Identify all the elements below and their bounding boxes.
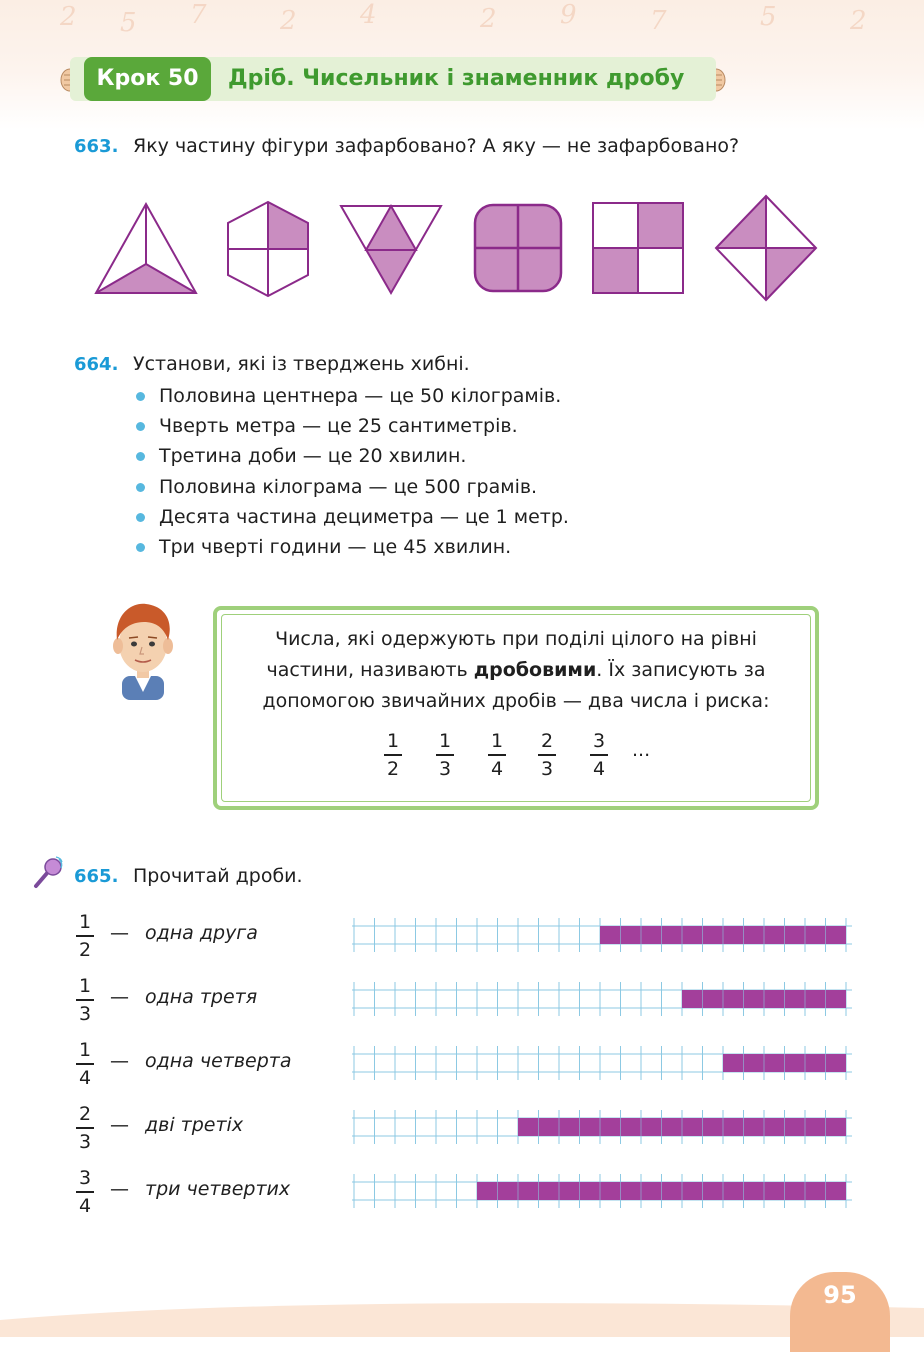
decorative-digit: 2 (480, 4, 497, 34)
fraction-numerator: 1 (438, 730, 452, 752)
fraction-denominator: 3 (78, 1130, 92, 1153)
rule-text (227, 624, 805, 717)
fraction-grid-bar (352, 1174, 862, 1208)
fraction-example (536, 731, 558, 779)
decorative-digit: 2 (60, 2, 77, 32)
rule-keyword: дробовими (473, 659, 597, 681)
exercise-prompt: Установи, які із тверджень хибні. (133, 353, 470, 375)
hexagon-figure (222, 198, 314, 300)
fraction-denominator: 4 (78, 1194, 92, 1217)
fraction-denominator: 2 (386, 757, 400, 780)
fraction-grid-bar (352, 982, 862, 1016)
fraction-example (382, 731, 404, 779)
statement-text: Чверть метра — це 25 сантиметрів. (159, 415, 518, 438)
fraction-reading: дві третіх (145, 1114, 244, 1136)
statement-item (134, 532, 569, 562)
fraction-reading: три четвертих (145, 1178, 291, 1200)
exercise-number: 663. (74, 136, 119, 157)
rule-line: допомогою звичайних дробів — два числа і риска: (262, 690, 770, 712)
statement-item (134, 472, 569, 502)
rounded-square-figure (470, 200, 566, 296)
fraction-example (588, 731, 610, 779)
fraction-grid-bar (352, 918, 862, 952)
bullet-icon (136, 422, 145, 431)
fraction-denominator: 2 (78, 938, 92, 961)
boy-avatar (104, 600, 182, 700)
statement-text: Три чверті години — це 45 хвилин. (159, 535, 512, 558)
decorative-digit: 2 (850, 6, 867, 36)
exercise-number: 664. (74, 354, 119, 375)
bullet-icon (136, 483, 145, 492)
fraction-grid-bar (352, 1046, 862, 1080)
fraction-example (486, 731, 508, 779)
fraction-bar (538, 754, 556, 756)
fraction-numerator: 3 (592, 730, 606, 752)
fraction-bar (76, 1063, 94, 1065)
exercise-prompt: Прочитай дроби. (133, 865, 303, 887)
rhombus-figure (710, 192, 822, 304)
decorative-digit: 5 (760, 2, 777, 32)
dash: — (110, 1178, 129, 1200)
square-grid-figure (588, 198, 688, 298)
bullet-icon (136, 452, 145, 461)
statement-text: Третина доби — це 20 хвилин. (159, 445, 467, 468)
dash: — (110, 986, 129, 1008)
statement-item (134, 411, 569, 441)
dash: — (110, 1114, 129, 1136)
fraction-bar (76, 935, 94, 937)
row-fraction (74, 912, 96, 960)
fraction-numerator: 1 (490, 730, 504, 752)
fraction-numerator: 1 (78, 911, 92, 933)
fraction-numerator: 1 (78, 975, 92, 997)
rule-line (227, 655, 805, 686)
row-fraction (74, 1104, 96, 1152)
fraction-reading: одна третя (145, 986, 258, 1008)
decorative-digit: 7 (190, 0, 207, 30)
rule-text-part: . Їх записують за (596, 659, 766, 681)
fraction-denominator: 3 (438, 757, 452, 780)
decorative-digit: 2 (280, 6, 297, 36)
bullet-icon (136, 513, 145, 522)
fraction-bar (76, 999, 94, 1001)
inverted-triangle-figure (336, 198, 446, 298)
fraction-bar (76, 1127, 94, 1129)
decorative-digit: 4 (360, 0, 377, 30)
statement-item (134, 502, 569, 532)
fraction-example (434, 731, 456, 779)
fraction-bar (436, 754, 454, 756)
statement-list (134, 381, 569, 562)
page-number: 95 (823, 1281, 857, 1309)
ellipsis: ... (632, 739, 651, 761)
fraction-reading: одна четверта (145, 1050, 292, 1072)
fraction-bar (590, 754, 608, 756)
fraction-numerator: 1 (78, 1039, 92, 1061)
statement-text: Половина центнера — це 50 кілограмів. (159, 385, 562, 407)
triangle-figure (92, 198, 200, 298)
fraction-denominator: 3 (540, 757, 554, 780)
step-badge: Крок 50 (84, 57, 211, 101)
fraction-denominator: 4 (592, 757, 606, 780)
row-fraction (74, 976, 96, 1024)
lesson-title: Дріб. Чисельник і знаменник дробу (228, 66, 685, 91)
dash: — (110, 1050, 129, 1072)
fraction-numerator: 3 (78, 1167, 92, 1189)
row-fraction (74, 1168, 96, 1216)
decorative-digit: 9 (560, 0, 577, 30)
dash: — (110, 922, 129, 944)
fraction-denominator: 4 (78, 1066, 92, 1089)
rule-box (213, 606, 819, 810)
bullet-icon (136, 543, 145, 552)
exercise-number: 665. (74, 866, 119, 887)
fraction-bar (384, 754, 402, 756)
fraction-denominator: 3 (78, 1002, 92, 1025)
row-fraction (74, 1040, 96, 1088)
fraction-grid-bar (352, 1110, 862, 1144)
fraction-bar (488, 754, 506, 756)
fraction-bar (76, 1191, 94, 1193)
statement-text: Десята частина дециметра — це 1 метр. (159, 505, 569, 528)
bottom-wave-decoration (0, 1290, 924, 1337)
fraction-numerator: 1 (386, 730, 400, 752)
rule-text-part: частини, називають (266, 659, 474, 681)
decorative-digit: 7 (650, 6, 667, 36)
fraction-numerator: 2 (78, 1103, 92, 1125)
microphone-icon (30, 856, 64, 890)
statement-text: Половина кілограма — це 500 грамів. (159, 475, 538, 498)
fraction-numerator: 2 (540, 730, 554, 752)
statement-item (134, 381, 569, 411)
rule-line: Числа, які одержують при поділі цілого на рівні (275, 628, 757, 650)
decorative-digit: 5 (120, 8, 137, 38)
exercise-prompt: Яку частину фігури зафарбовано? А яку — не зафарбовано? (133, 135, 740, 157)
statement-item (134, 441, 569, 471)
fraction-reading: одна друга (145, 922, 258, 944)
bullet-icon (136, 392, 145, 401)
fraction-denominator: 4 (490, 757, 504, 780)
